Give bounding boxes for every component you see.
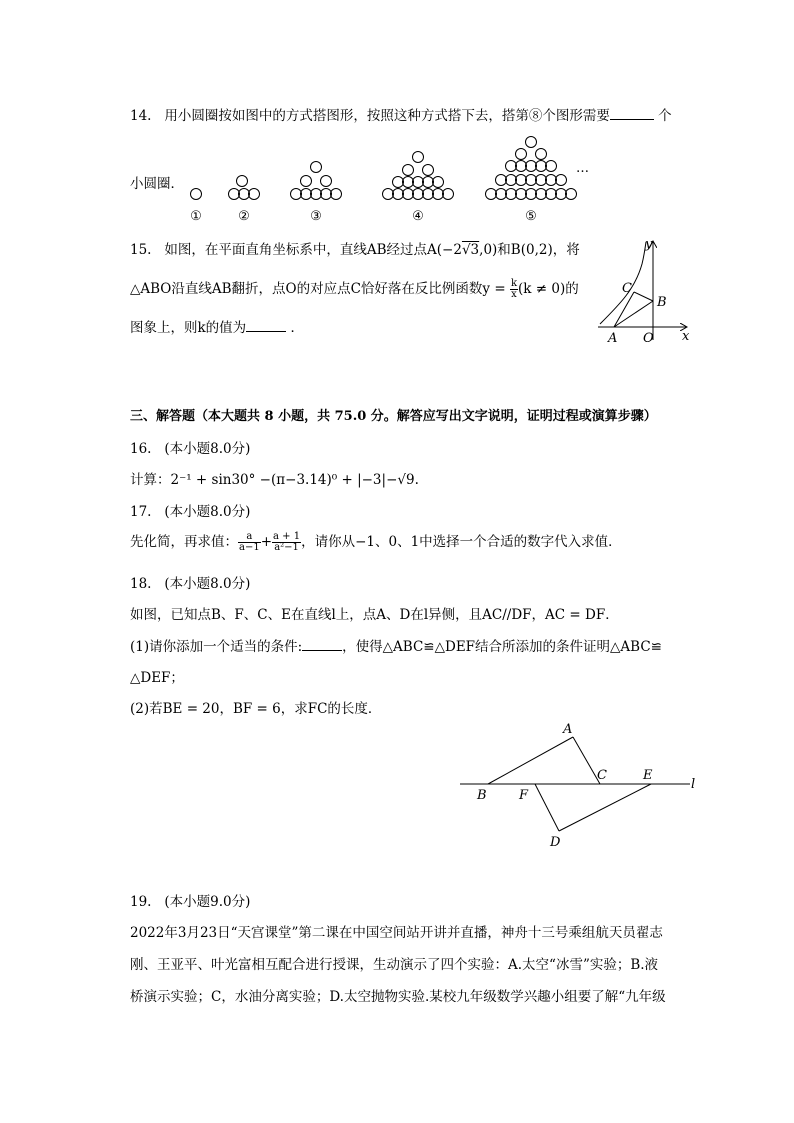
label-D: D — [550, 835, 561, 850]
label-A: A — [608, 331, 618, 346]
circle — [496, 175, 507, 186]
segment-DE — [559, 784, 651, 831]
circle — [423, 189, 434, 200]
fraction-denominator: x — [511, 289, 517, 300]
q17-fraction-2 — [272, 532, 301, 553]
circle — [403, 177, 414, 188]
circle — [383, 189, 394, 200]
circle — [393, 177, 404, 188]
q15-text: 如图，在平面直角坐标系中，直线AB经过点A(−2 — [164, 242, 462, 258]
circle — [526, 175, 537, 186]
circle — [321, 189, 332, 200]
circle — [566, 189, 577, 200]
label-C: C — [622, 281, 632, 296]
q17-text — [130, 530, 622, 553]
segment-FD — [535, 784, 559, 831]
section-heading: 三、解答题（本大题共 8 小题，共 75.0 分。解答应写出文字说明，证明过程或演算步骤） — [130, 409, 657, 424]
q14-answer-blank[interactable] — [610, 107, 654, 120]
q15-number: 15. — [130, 242, 152, 258]
circle — [413, 177, 424, 188]
circle — [516, 161, 527, 172]
label-B: B — [657, 295, 667, 310]
fraction-numerator: a — [238, 532, 261, 543]
q19-line3: 桥演示实验；C，水油分离实验；D.太空抛物实验.某校九年级数学兴趣小组要了解“九年级 — [130, 989, 666, 1005]
fig-label-2: ② — [238, 209, 250, 224]
label-x: x — [682, 329, 690, 344]
label-B: B — [477, 788, 487, 803]
circle — [546, 189, 557, 200]
fraction-denominator: a−1 — [239, 542, 260, 553]
q18-geometry-figure — [455, 715, 705, 860]
q15-text2: △ABO沿直线AB翻折，点O的对应点C恰好落在反比例函数y = — [130, 281, 506, 297]
q15-text-b: ,0)和B(0,2)，将 — [479, 242, 580, 258]
circle — [546, 161, 557, 172]
circle — [516, 149, 527, 160]
q16-number: 16. — [130, 441, 152, 457]
q15-line2 — [130, 277, 579, 300]
circle — [506, 175, 517, 186]
q15-line3 — [130, 316, 304, 336]
q19-line2: 刚、王亚平、叶光富相互配合进行授课，生动演示了四个实验：A.太空“冰雪”实验；B.液 — [130, 957, 659, 973]
circle — [301, 189, 312, 200]
q18-text2-a: (1)请你添加一个适当的条件: — [130, 639, 303, 655]
q14-circle-figures — [180, 130, 600, 230]
circle — [331, 189, 342, 200]
circle — [496, 189, 507, 200]
q14-line2: 小圆圈． — [130, 176, 184, 192]
plus-sign: + — [260, 534, 273, 550]
q18-line2 — [130, 635, 662, 655]
circle — [311, 189, 322, 200]
q15-text2-b: (k ≠ 0)的 — [518, 281, 579, 297]
label-l: l — [691, 777, 696, 792]
circle — [506, 189, 517, 200]
circle — [556, 175, 567, 186]
segment-AC — [573, 737, 600, 784]
q15-line1 — [130, 238, 580, 258]
circle — [403, 189, 414, 200]
q16-text: 计算：2⁻¹ + sin30° −(π−3.14)⁰ + |−3|−√9. — [130, 472, 419, 488]
circle — [536, 175, 547, 186]
fig-label-1: ① — [190, 209, 202, 224]
circle — [443, 189, 454, 200]
fig-ellipsis: … — [576, 161, 589, 176]
label-y: y — [645, 237, 653, 252]
circle — [546, 175, 557, 186]
label-A: A — [563, 722, 573, 737]
segment-BA — [488, 737, 573, 784]
circle — [526, 161, 537, 172]
q18-answer-blank[interactable] — [302, 638, 342, 651]
circle — [413, 152, 424, 163]
q17-score: (本小题8.0分) — [164, 504, 251, 520]
q19-number: 19. — [130, 894, 152, 910]
q15-text3: 图象上，则k的值为 — [130, 320, 247, 336]
circle — [249, 189, 260, 200]
fraction-denominator: a²−1 — [274, 542, 299, 553]
fig-label-4: ④ — [412, 209, 424, 224]
label-F: F — [519, 788, 529, 803]
q18-line3: △DEF； — [130, 670, 184, 686]
q15-fraction — [510, 279, 518, 300]
circle — [516, 175, 527, 186]
q19-line1: 2022年3月23日“天宫课堂”第二课在中国空间站开讲并直播，神舟十三号乘组航天员翟志 — [130, 925, 663, 941]
q15-text3-b: ． — [290, 320, 304, 336]
q18-score: (本小题8.0分) — [164, 576, 251, 592]
q18-line4: (2)若BE = 20，BF = 6，求FC的长度． — [130, 701, 382, 717]
q18-header — [130, 572, 250, 592]
line-AB — [614, 301, 653, 327]
fig-label-3: ③ — [310, 209, 322, 224]
circle — [321, 176, 332, 187]
circle — [433, 189, 444, 200]
fraction-numerator: k — [510, 278, 518, 289]
circle — [526, 137, 537, 148]
label-C: C — [597, 768, 607, 783]
circle — [301, 176, 312, 187]
circle — [229, 189, 240, 200]
circle — [556, 189, 567, 200]
q18-text2-b: ，使得△ABC≌△DEF结合所添加的条件证明△ABC≌ — [342, 639, 662, 655]
q17-number: 17. — [130, 504, 152, 520]
q15-root: √3 — [461, 242, 480, 258]
circle — [237, 176, 248, 187]
q15-coordinate-figure — [590, 234, 700, 349]
line-CB — [634, 292, 653, 301]
circle — [393, 189, 404, 200]
q17-text-b: ，请你从−1、0、1中选择一个合适的数字代入求值． — [301, 534, 622, 550]
line-AC — [614, 292, 634, 327]
q14-text: 用小圆圈按如图中的方式搭图形，按照这种方式搭下去，搭第⑧个图形需要 — [164, 108, 610, 124]
circle — [516, 189, 527, 200]
circle — [423, 165, 434, 176]
circle — [239, 189, 250, 200]
circle — [291, 189, 302, 200]
circle — [423, 177, 434, 188]
circle — [486, 189, 497, 200]
q19-header — [130, 890, 250, 910]
circle — [536, 189, 547, 200]
q14-text-end: 个 — [658, 108, 672, 124]
label-O: O — [643, 331, 654, 346]
q16-header — [130, 437, 250, 457]
circle — [311, 162, 322, 173]
circle — [536, 149, 547, 160]
fraction-numerator: a + 1 — [273, 531, 301, 542]
q19-score: (本小题9.0分) — [164, 894, 251, 910]
q14-number: 14. — [130, 108, 152, 124]
circle — [403, 165, 414, 176]
q14-line1 — [130, 104, 672, 124]
q17-text-a: 先化简，再求值： — [130, 534, 238, 550]
q17-header — [130, 500, 250, 520]
circle — [413, 189, 424, 200]
circle — [433, 177, 444, 188]
q16-score: (本小题8.0分) — [164, 441, 251, 457]
q15-answer-blank[interactable] — [246, 319, 286, 332]
q18-line1: 如图，已知点B、F、C、E在直线l上，点A、D在l异侧，且AC//DF，AC = DF． — [130, 607, 619, 623]
fig-label-5: ⑤ — [525, 209, 537, 224]
q17-fraction-1 — [238, 532, 261, 553]
circle — [526, 189, 537, 200]
label-E: E — [643, 768, 653, 783]
circle — [536, 161, 547, 172]
circle — [191, 189, 202, 200]
q18-number: 18. — [130, 576, 152, 592]
circle — [506, 161, 517, 172]
